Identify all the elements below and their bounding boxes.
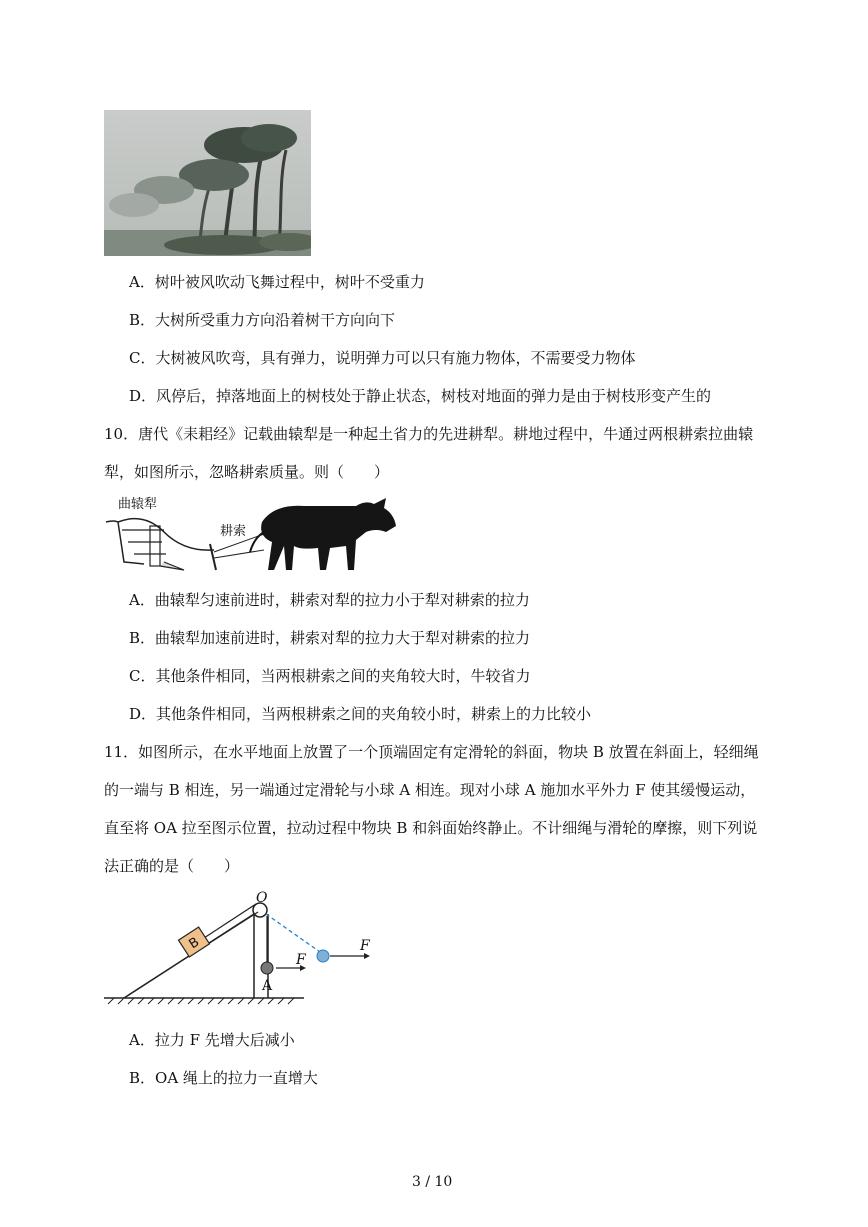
typhoon-trees-photo: [104, 110, 311, 256]
plough-label: 曲辕犁: [118, 497, 158, 512]
q10-stem-line-1: 10．唐代《耒耜经》记载曲辕犁是一种起土省力的先进耕犁。耕地过程中，牛通过两根耕索拉曲辕: [104, 425, 754, 443]
q10-option-d: D．其他条件相同，当两根耕索之间的夹角较小时，耕索上的力比较小: [129, 705, 592, 723]
q10-option-a: A．曲辕犁匀速前进时，耕索对犁的拉力小于犁对耕索的拉力: [129, 591, 530, 609]
ball-label: A: [262, 978, 273, 994]
q10-option-c: C．其他条件相同，当两根耕索之间的夹角较大时，牛较省力: [129, 667, 531, 685]
q11-option-b: B．OA 绳上的拉力一直增大: [129, 1069, 318, 1087]
q11-stem-line-1: 11．如图所示，在水平地面上放置了一个顶端固定有定滑轮的斜面，物块 B 放置在斜面上，轻细绳: [104, 743, 759, 761]
q9-option-b: B．大树所受重力方向沿着树干方向向下: [129, 311, 396, 329]
q9-option-d: D．风停后，掉落地面上的树枝处于静止状态，树枝对地面的弹力是由于树枝形变产生的: [129, 387, 712, 405]
rope-label: 耕索: [220, 524, 247, 539]
q10-option-b: B．曲辕犁加速前进时，耕索对犁的拉力大于犁对耕索的拉力: [129, 629, 531, 647]
q10-stem-line-2: 犁，如图所示，忽略耕索质量。则（ ）: [104, 463, 390, 481]
q9-option-a: A．树叶被风吹动飞舞过程中，树叶不受重力: [129, 273, 425, 291]
force-label-1: F: [296, 952, 306, 968]
page-number: 3 / 10: [412, 1174, 453, 1190]
pulley-label: O: [256, 890, 268, 906]
q9-option-c: C．大树被风吹弯，具有弹力，说明弹力可以只有施力物体，不需要受力物体: [129, 349, 636, 367]
incline-pulley-figure: [104, 890, 384, 1010]
q11-stem-line-4: 法正确的是（ ）: [104, 857, 240, 875]
block-label: B: [186, 934, 203, 953]
plough-ox-figure: [104, 492, 400, 576]
q11-option-a: A．拉力 F 先增大后减小: [129, 1031, 295, 1049]
q11-stem-line-2: 的一端与 B 相连，另一端通过定滑轮与小球 A 相连。现对小球 A 施加水平外力 F 使其缓慢运动，: [104, 781, 756, 799]
force-label-2: F: [360, 938, 370, 954]
q11-stem-line-3: 直至将 OA 拉至图示位置，拉动过程中物块 B 和斜面始终静止。不计细绳与滑轮的摩擦，则下列说: [104, 819, 758, 837]
